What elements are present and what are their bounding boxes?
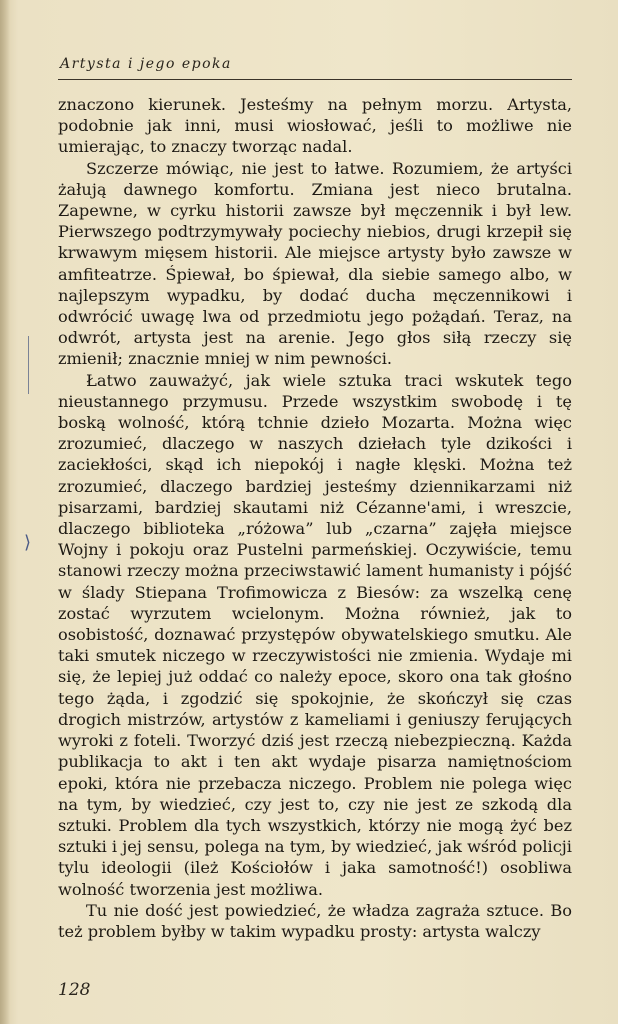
paragraph-3: Łatwo zauważyć, jak wiele sztuka traci wskutek tego nieustannego przymusu. Przede wszystkim swobodę i tę boską wolność, którą tchnie dzieło Mozarta. Można więc zrozumieć, dlaczego w naszych dziełach tyle dzikości i zaciekłości, skąd ich niepokój i nagłe klęski. Można też zrozumieć, dlaczego bardziej jesteśmy dziennikarzami niż pisarzami, bardziej skautami niż Cézanne'ami, i wreszcie, dlaczego biblioteka „różowa” lub „czarna” zajęła miejsce Wojny i pokoju oraz Pustelni parmeńskiej. Oczywiście, temu stanowi rzeczy można przeciwstawić lament humanisty i pójść w ślady Stiepana Trofimowicza z Biesów: za wszelką cenę zostać wyrzutem wcielonym. Można również, jak to osobistość, doznawać przystępów obywatelskiego smutku. Ale taki smutek niczego w rzeczywistości nie zmienia. Wydaje mi się, że lepiej już oddać co należy epoce, skoro ona tak głośno tego żąda, i zgodzić się spokojnie, że skończył się czas drogich mistrzów, artystów z kameliami i geniuszy ferujących wyroki z foteli. Tworzyć dziś jest rzeczą niebezpieczną. Każda publikacja to akt i ten akt wydaje pisarza namiętnościom epoki, która nie przebacza niczego. Problem nie polega więc na tym, by wiedzieć, czy jest to, czy nie jest ze szkodą dla sztuki. Problem dla tych wszystkich, którzy nie mogą żyć bez sztuki i jej sensu, polega na tym, by wiedzieć, jak wśród policji tylu ideologii (ileż Kościołów i jaka samotność!) osobliwa wolność tworzenia jest możliwa. — [58, 370, 572, 899]
paragraph-2: Szczerze mówiąc, nie jest to łatwe. Rozumiem, że artyści żałują dawnego komfortu. Zmiana jest nieco brutalna. Zapewne, w cyrku historii zawsze był męczennik i był lew. Pierwszego podtrzymywały pociechy niebios, drugi krzepił się krwawym mięsem historii. Ale miejsce artysty było zawsze w amfiteatrze. Śpiewał, bo śpiewał, dla siebie samego albo, w najlepszym wypadku, by dodać ducha męczennikowi i odwrócić uwagę lwa od przedmiotu jego pożądań. Teraz, na odwrót, artysta jest na arenie. Jego głos siłą rzeczy się zmienił; znacznie mniej w nim pewności. — [58, 158, 572, 369]
header-rule — [58, 79, 572, 80]
margin-bracket-mark: ⟩ — [24, 532, 32, 553]
body-text — [58, 94, 572, 942]
paragraph-1: znaczono kierunek. Jesteśmy na pełnym morzu. Artysta, podobnie jak inni, musi wiosłować, jeśli to możliwe nie umierając, to znaczy tworząc nadal. — [58, 95, 572, 157]
paragraph-4: Tu nie dość jest powiedzieć, że władza zagraża sztuce. Bo też problem byłby w takim wypadku prosty: artysta walczy — [58, 900, 572, 941]
running-header: Artysta i jego epoka — [60, 56, 232, 72]
gutter-shadow — [0, 0, 10, 1024]
margin-pencil-mark — [28, 336, 43, 394]
page-number: 128 — [58, 980, 91, 1000]
